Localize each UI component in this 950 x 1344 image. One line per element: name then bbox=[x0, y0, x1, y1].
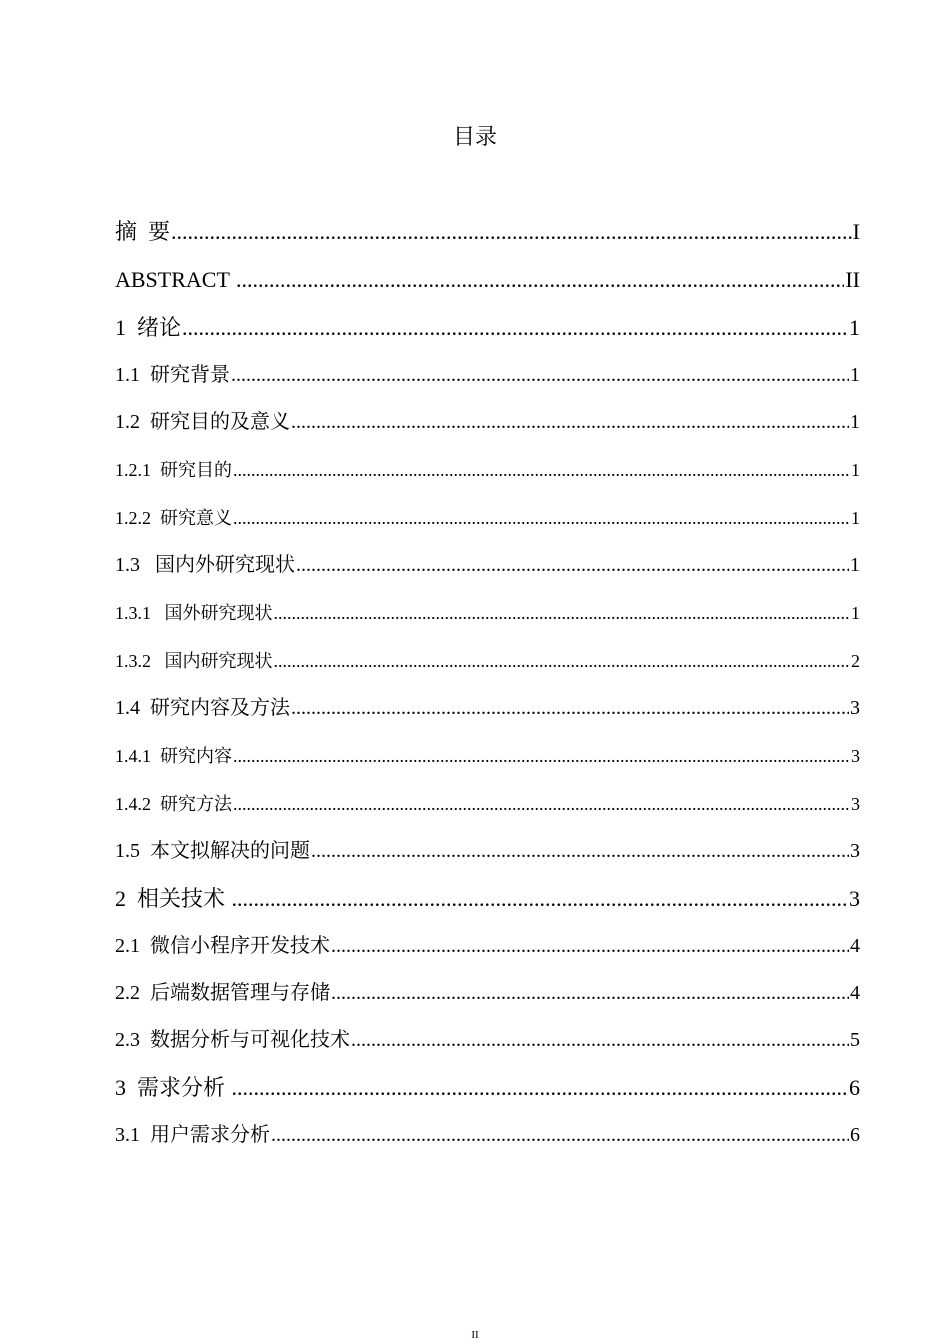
toc-entry-2-3[interactable] bbox=[115, 1017, 860, 1064]
toc-entry-label: 1.4.2 研究方法 bbox=[115, 794, 232, 814]
table-of-contents bbox=[115, 208, 860, 1159]
toc-dot-leader bbox=[274, 637, 851, 685]
toc-entry-3[interactable] bbox=[115, 1064, 860, 1112]
toc-entry-label: 1.4 研究内容及方法 bbox=[115, 697, 290, 719]
toc-dot-leader bbox=[233, 732, 850, 780]
toc-entry-page: II bbox=[845, 267, 860, 292]
toc-dot-leader bbox=[274, 589, 851, 637]
toc-entry-label: 3 需求分析 bbox=[115, 1075, 231, 1100]
toc-entry-page: 1 bbox=[851, 603, 860, 623]
toc-entry-label: 2.3 数据分析与可视化技术 bbox=[115, 1029, 350, 1051]
toc-dot-leader bbox=[233, 494, 850, 542]
toc-entry-label: 1.3 国内外研究现状 bbox=[115, 554, 295, 576]
toc-entry-label: 1.2.2 研究意义 bbox=[115, 508, 232, 528]
toc-dot-leader bbox=[331, 923, 849, 970]
toc-entry-1-5[interactable] bbox=[115, 828, 860, 875]
toc-entry-2[interactable] bbox=[115, 875, 860, 923]
toc-entry-page: 4 bbox=[850, 982, 860, 1004]
toc-entry-1[interactable] bbox=[115, 304, 860, 352]
toc-dot-leader bbox=[271, 1112, 849, 1159]
toc-entry-page: 3 bbox=[851, 746, 860, 766]
toc-entry-label: 2.2 后端数据管理与存储 bbox=[115, 982, 330, 1004]
toc-entry-label: 1.2 研究目的及意义 bbox=[115, 411, 290, 433]
toc-dot-leader bbox=[291, 685, 849, 732]
toc-entry-page: I bbox=[852, 219, 860, 244]
toc-entry-page: 1 bbox=[849, 315, 860, 340]
toc-entry-page: 6 bbox=[850, 1124, 860, 1146]
toc-entry-label: 1 绪论 bbox=[115, 315, 182, 340]
toc-entry-page: 1 bbox=[850, 364, 860, 386]
toc-entry-1-2-1[interactable] bbox=[115, 446, 860, 494]
toc-entry-label: 1.1 研究背景 bbox=[115, 364, 230, 386]
toc-entry-page: 5 bbox=[850, 1029, 860, 1051]
toc-entry-label: 1.2.1 研究目的 bbox=[115, 460, 232, 480]
toc-entry-label: 1.5 本文拟解决的问题 bbox=[115, 840, 310, 862]
toc-entry-1-3-1[interactable] bbox=[115, 589, 860, 637]
toc-dot-leader bbox=[232, 875, 848, 923]
toc-entry-label: 1.3.2 国内研究现状 bbox=[115, 651, 273, 671]
toc-dot-leader bbox=[171, 208, 852, 256]
toc-entry-page: 3 bbox=[851, 794, 860, 814]
toc-entry-label: 2 相关技术 bbox=[115, 886, 231, 911]
toc-entry-page: 2 bbox=[851, 651, 860, 671]
toc-entry-2-1[interactable] bbox=[115, 923, 860, 970]
toc-entry-label: 摘 要 bbox=[115, 219, 171, 244]
toc-entry-page: 1 bbox=[850, 411, 860, 433]
toc-dot-leader bbox=[351, 1017, 849, 1064]
toc-dot-leader bbox=[331, 970, 849, 1017]
toc-entry-page: 1 bbox=[851, 508, 860, 528]
toc-entry-1-1[interactable] bbox=[115, 352, 860, 399]
toc-entry-page: 1 bbox=[851, 460, 860, 480]
toc-dot-leader bbox=[236, 256, 844, 304]
toc-entry-abstract-en[interactable] bbox=[115, 256, 860, 304]
toc-dot-leader bbox=[232, 1064, 848, 1112]
toc-entry-page: 6 bbox=[849, 1075, 860, 1100]
toc-entry-1-4-2[interactable] bbox=[115, 780, 860, 828]
toc-entry-1-4[interactable] bbox=[115, 685, 860, 732]
toc-entry-abstract-cn[interactable] bbox=[115, 208, 860, 256]
toc-dot-leader bbox=[233, 780, 850, 828]
toc-dot-leader bbox=[296, 542, 849, 589]
page-title: 目录 bbox=[452, 125, 497, 150]
toc-entry-1-4-1[interactable] bbox=[115, 732, 860, 780]
toc-entry-label: 1.4.1 研究内容 bbox=[115, 746, 232, 766]
toc-dot-leader bbox=[291, 399, 849, 446]
toc-entry-1-2[interactable] bbox=[115, 399, 860, 446]
toc-entry-page: 3 bbox=[850, 697, 860, 719]
toc-entry-page: 4 bbox=[850, 935, 860, 957]
toc-dot-leader bbox=[233, 446, 850, 494]
toc-entry-label: 3.1 用户需求分析 bbox=[115, 1124, 270, 1146]
toc-entry-page: 3 bbox=[849, 886, 860, 911]
toc-dot-leader bbox=[182, 304, 848, 352]
toc-entry-label: ABSTRACT bbox=[115, 267, 236, 292]
toc-entry-1-2-2[interactable] bbox=[115, 494, 860, 542]
toc-dot-leader bbox=[231, 352, 849, 399]
toc-dot-leader bbox=[311, 828, 849, 875]
toc-entry-label: 2.1 微信小程序开发技术 bbox=[115, 935, 330, 957]
toc-entry-1-3[interactable] bbox=[115, 542, 860, 589]
toc-entry-2-2[interactable] bbox=[115, 970, 860, 1017]
toc-entry-3-1[interactable] bbox=[115, 1112, 860, 1159]
toc-entry-page: 3 bbox=[850, 840, 860, 862]
page-number: II bbox=[471, 1329, 479, 1341]
toc-entry-1-3-2[interactable] bbox=[115, 637, 860, 685]
toc-entry-label: 1.3.1 国外研究现状 bbox=[115, 603, 273, 623]
toc-entry-page: 1 bbox=[850, 554, 860, 576]
